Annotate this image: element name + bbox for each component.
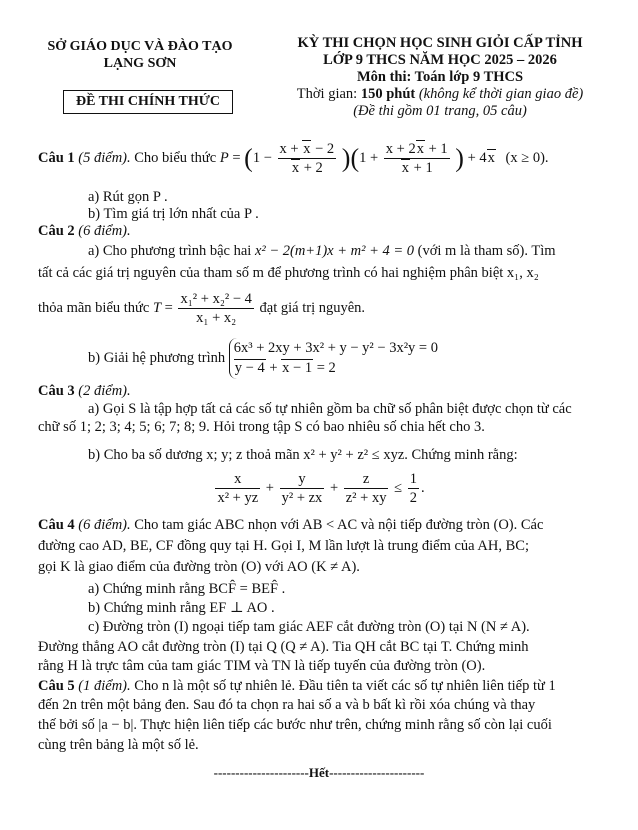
question-1: Câu 1 (5 điểm). Cho biểu thức P = (1 − $\frac{x + x - 2}{x + 2}$ )(1 + $\frac{x + 2x + 1}{x + 1}$ ) + 4x (x ≥ 0). (38, 141, 549, 177)
q3-part-a-line2: chữ số 1; 2; 3; 4; 5; 6; 7; 8; 9. Hỏi trong tập S có bao nhiêu số chia hết cho 3. (38, 419, 485, 435)
q2-part-b: b) Giải hệ phương trình 6x³ + 2xy + 3x² + y − y² − 3x²y = 0 y − 4 + x − 1 = 2 (88, 338, 628, 379)
question-1-title: Câu 1 (38, 149, 75, 166)
exam-title: KỲ THI CHỌN HỌC SINH GIỎI CẤP TỈNH (297, 35, 583, 51)
province-name: LẠNG SƠN (103, 56, 177, 71)
q1-fraction-2: $\frac{x + 2x + 1}{x + 1}$ (385, 141, 448, 177)
official-exam-box: ĐỀ THI CHÍNH THỨC (63, 90, 233, 114)
question-5: Câu 5 (1 điểm). Cho n là một số tự nhiên lẻ. Đầu tiên ta viết các số tự nhiên liên tiếp từ 1 (38, 678, 556, 694)
department-name: SỞ GIÁO DỤC VÀ ĐÀO TẠO (47, 39, 233, 54)
exam-time: Thời gian: 150 phút (không kể thời gian giao đề) (296, 86, 584, 102)
q4-part-b: b) Chứng minh rằng EF ⊥ AO . (88, 600, 275, 616)
q2-part-a-line1: a) Cho phương trình bậc hai x² − 2(m+1)x + m² + 4 = 0 (với m là tham số). Tìm (88, 243, 556, 259)
q1-part-b: b) Tìm giá trị lớn nhất của P . (88, 206, 259, 222)
q4-part-c-line1: c) Đường tròn (I) ngoại tiếp tam giác AEF cắt đường tròn (O) tại N (N ≠ A). (88, 619, 530, 635)
q5-line2: đến 2n trên một bảng đen. Sau đó ta chọn ra hai số a và b bất kì rồi xóa chúng và thay (38, 697, 536, 713)
question-2-title: Câu 2 (6 điểm). (38, 223, 131, 239)
q2-part-a-line3: thỏa mãn biểu thức T = $\frac{\text{x₁² + x₂² − 4}}{\text{x₁ + x₂}}$ đạt giá trị nguyên. (38, 291, 366, 327)
q5-line3: thế bởi số |a − b|. Thực hiện liên tiếp các bước như trên, chứng minh rằng số còn lại cuối (38, 717, 552, 733)
q5-line4: cùng trên bảng là một số lẻ. (38, 737, 199, 753)
exam-grade-year: LỚP 9 THCS NĂM HỌC 2025 – 2026 (323, 52, 557, 68)
q4-line2: đường cao AD, BE, CF đồng quy tại H. Gọi I, M lần lượt là trung điểm của AH, BC; (38, 538, 529, 554)
exam-pages-note: (Đề thi gồm 01 trang, 05 câu) (353, 103, 527, 119)
q4-line3: gọi K là giao điểm của đường tròn (O) với AO (K ≠ A). (38, 559, 360, 575)
question-3-title: Câu 3 (2 điểm). (38, 383, 131, 399)
question-4: Câu 4 (6 điểm). Cho tam giác ABC nhọn với AB < AC và nội tiếp đường tròn (O). Các (38, 517, 544, 533)
exam-subject: Môn thi: Toán lớp 9 THCS (356, 69, 524, 85)
end-marker: ----------------------Hết---------------------- (213, 765, 425, 780)
q2-part-a-line2: tất cả các giá trị nguyên của tham số m để phương trình có hai nghiệm phân biệt x₁, x₂ (38, 265, 539, 281)
q3-part-b: b) Cho ba số dương x; y; z thoả mãn x² + y² + z² ≤ xyz. Chứng minh rằng: (88, 447, 518, 463)
q1-part-a: a) Rút gọn P . (88, 189, 168, 205)
q4-part-c-line2: Đường thẳng AO cắt đường tròn (I) tại Q (Q ≠ A). Tia QH cắt BC tại T. Chứng minh (38, 639, 529, 655)
q3-inequality: $\frac{x}{\text{x² + yz}}$ + $\frac{y}{\text{y² + zx}}$ + $\frac{z}{\text{z² + xy}}$ ≤ $\frac{1}{2}$ . (217, 471, 425, 507)
q3-part-a-line1: a) Gọi S là tập hợp tất cả các số tự nhiên gồm ba chữ số phân biệt được chọn từ các (88, 401, 572, 417)
q1-fraction-1: $\frac{x + x - 2}{x + 2}$ (279, 141, 335, 177)
q4-part-c-line3: rằng H là trực tâm của tam giác TIM và TN là tiếp tuyến của đường tròn (O). (38, 658, 486, 674)
q4-part-a: a) Chứng minh rằng BCF̂ = BEF̂ . (88, 581, 286, 597)
